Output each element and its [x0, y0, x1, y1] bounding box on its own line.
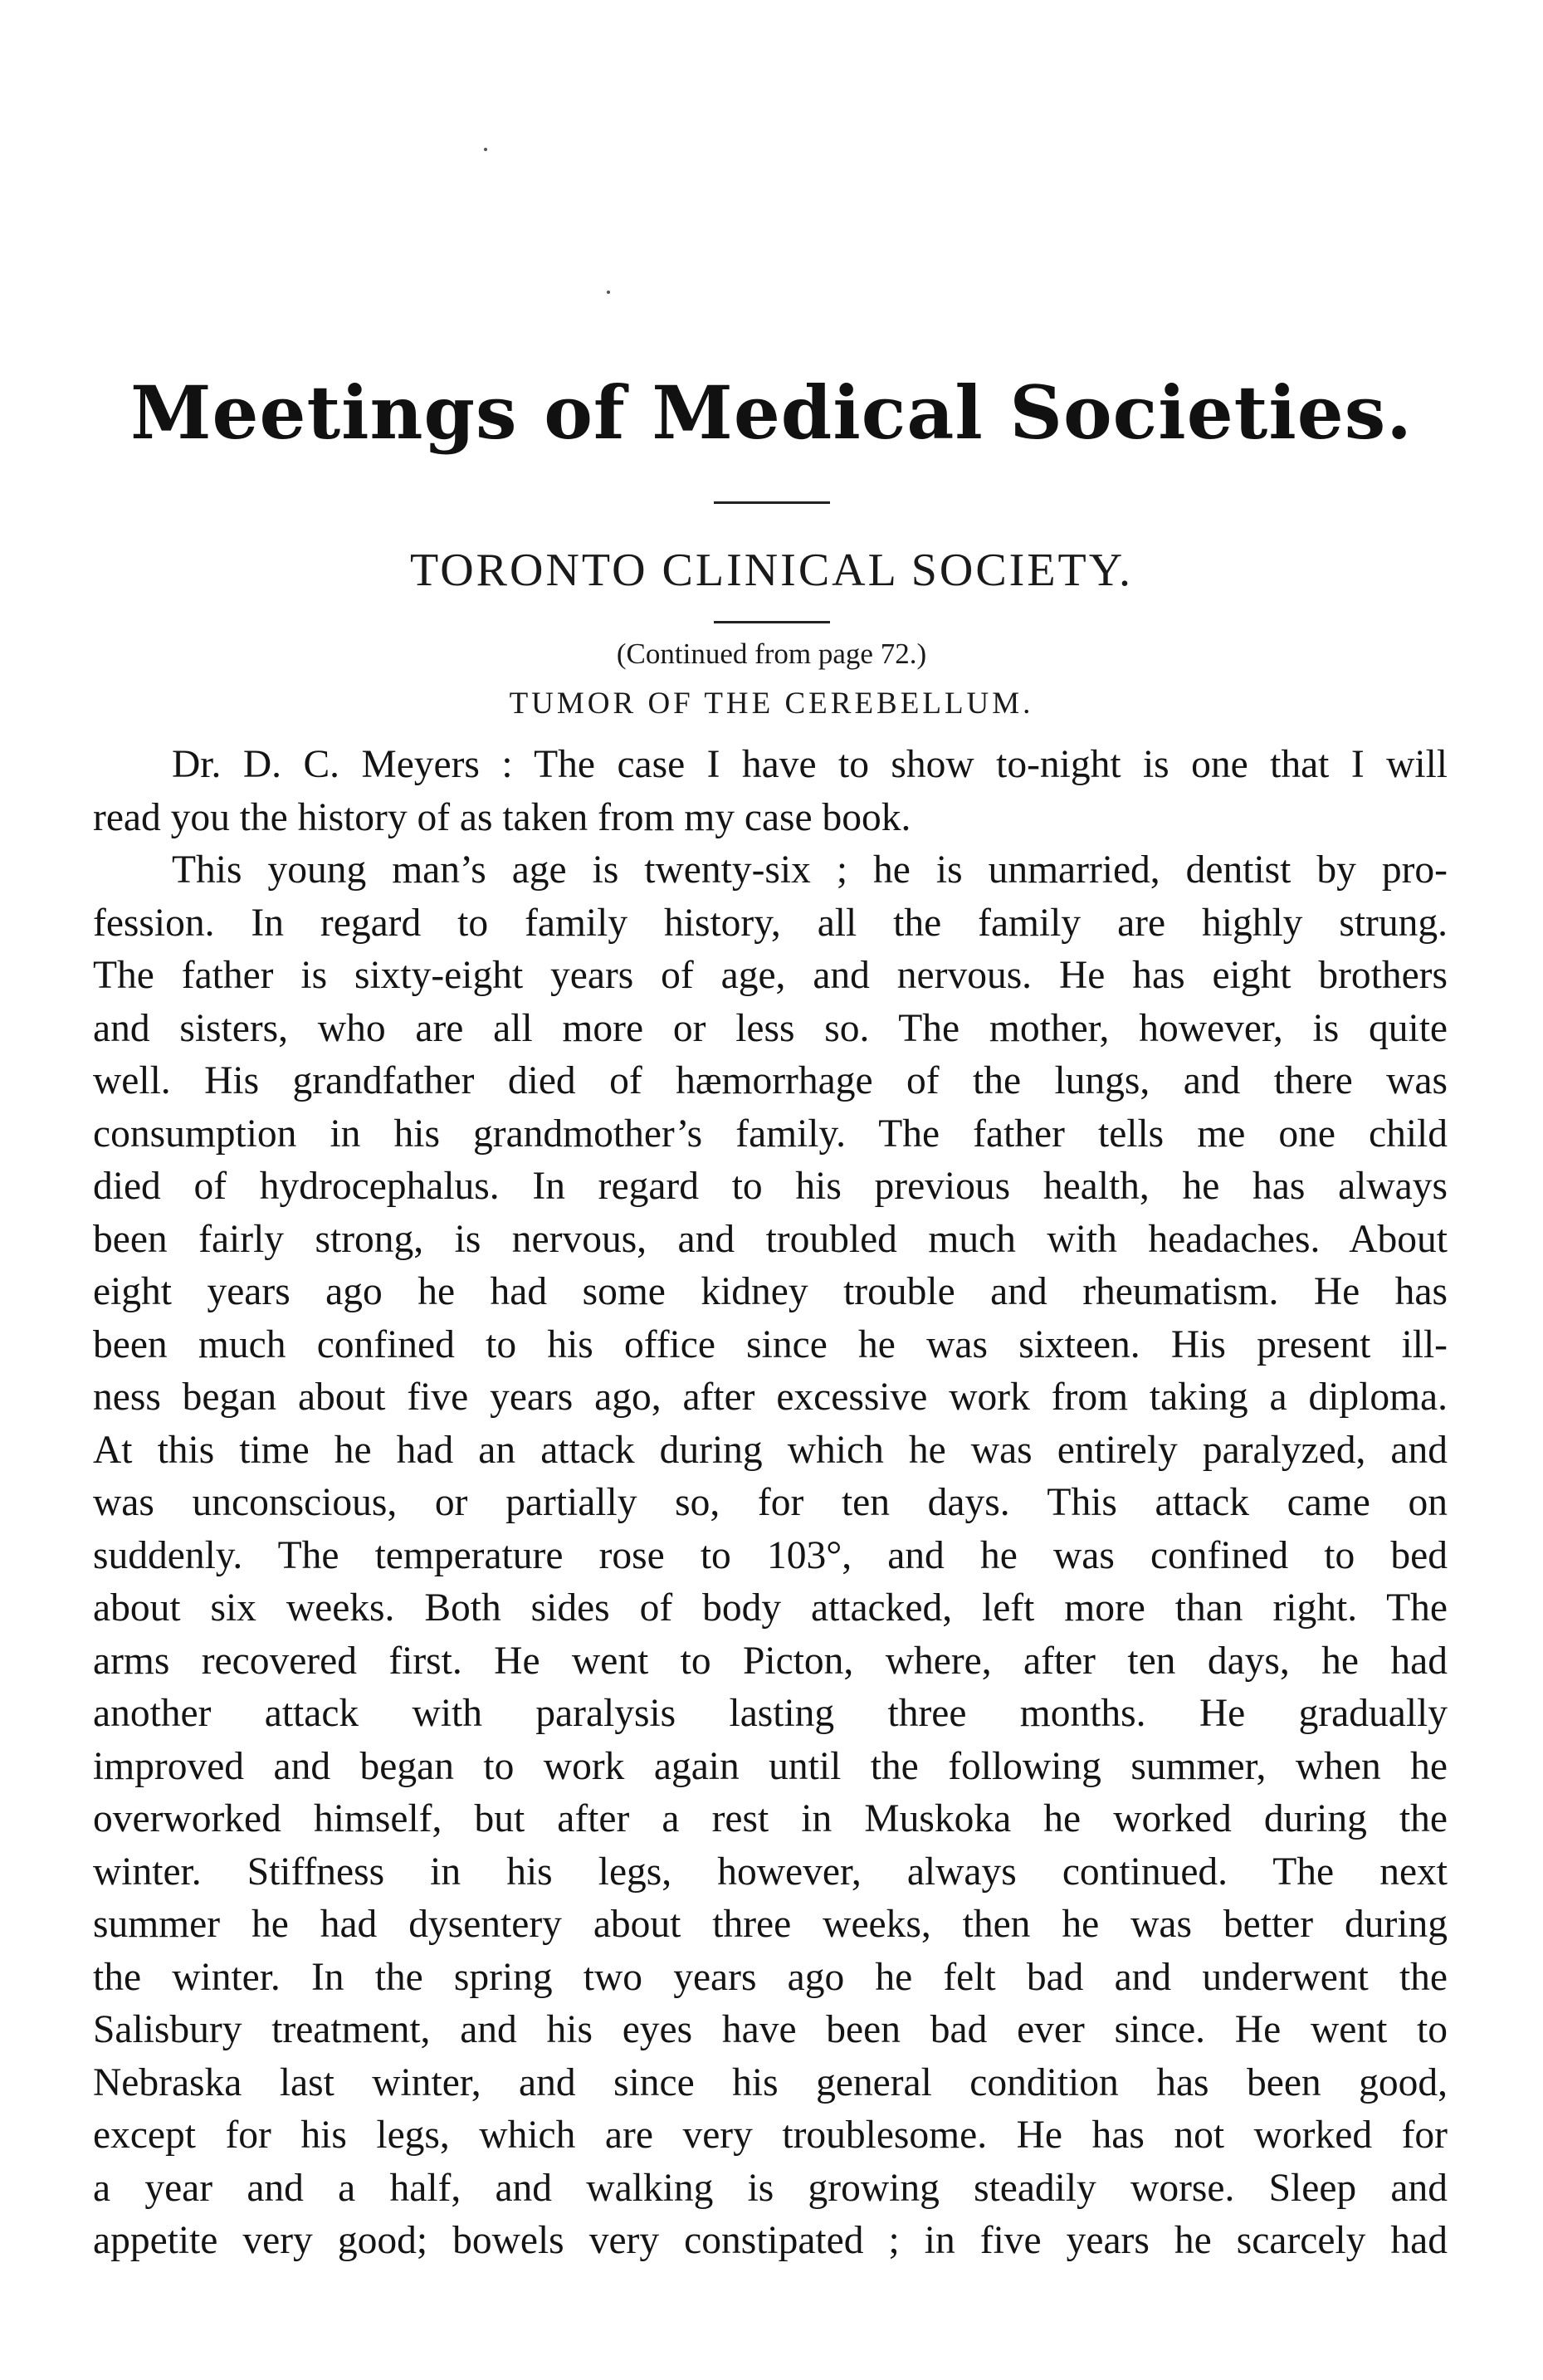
text-line: was unconscious, or partially so, for ten days. This attack came on	[93, 1481, 1448, 1524]
text-line: improved and began to work again until the following summer, when he	[93, 1744, 1448, 1788]
text-line: another attack with paralysis lasting three months. He gradually	[93, 1692, 1448, 1735]
text-line: Nebraska last winter, and since his general condition has been good,	[93, 2060, 1448, 2104]
text-line: This young man’s age is twenty-six ; he is unmarried, dentist by pro-	[172, 848, 1448, 892]
text-line: the winter. In the spring two years ago he felt bad and underwent the	[93, 1955, 1448, 1999]
text-line: consumption in his grandmother’s family. The father tells me one child	[93, 1112, 1448, 1156]
print-speck	[484, 148, 487, 151]
text-line: The father is sixty-eight years of age, and nervous. He has eight brothers	[93, 954, 1448, 997]
divider-rule	[714, 621, 830, 623]
continued-note: (Continued from page 72.)	[616, 638, 927, 670]
article-body	[93, 739, 1448, 2268]
text-line: Dr. D. C. Meyers : The case I have to show to-night is one that I will	[172, 743, 1448, 786]
text-line: arms recovered first. He went to Picton, where, after ten days, he had	[93, 1639, 1448, 1683]
text-line: except for his legs, which are very troublesome. He has not worked for	[93, 2114, 1448, 2157]
society-name: TORONTO CLINICAL SOCIETY.	[410, 545, 1133, 596]
text-line: read you the history of as taken from my case book.	[93, 795, 911, 839]
text-line: a year and a half, and walking is growing steadily worse. Sleep and	[93, 2166, 1448, 2210]
text-line: been much confined to his office since he was sixteen. His present ill-	[93, 1322, 1448, 1366]
text-line: winter. Stiffness in his legs, however, always continued. The next	[93, 1850, 1448, 1894]
print-speck	[607, 291, 610, 294]
case-subject: TUMOR OF THE CEREBELLUM.	[509, 687, 1034, 721]
text-line: appetite very good; bowels very constipated ; in five years he scarcely had	[93, 2219, 1448, 2262]
text-line: fession. In regard to family history, all the family are highly strung.	[93, 901, 1448, 945]
text-line: suddenly. The temperature rose to 103°, and he was confined to bed	[93, 1533, 1448, 1577]
divider-rule	[714, 501, 830, 504]
text-line: well. His grandfather died of hæmorrhage of the lungs, and there was	[93, 1059, 1448, 1102]
text-line: been fairly strong, is nervous, and troubled much with headaches. About	[93, 1217, 1448, 1261]
text-line: At this time he had an attack during which he was entirely paralyzed, and	[93, 1428, 1448, 1472]
text-line: and sisters, who are all more or less so. The mother, however, is quite	[93, 1006, 1448, 1050]
text-line: summer he had dysentery about three weeks, then he was better during	[93, 1903, 1448, 1946]
text-line: Salisbury treatment, and his eyes have been bad ever since. He went to	[93, 2008, 1448, 2051]
text-line: overworked himself, but after a rest in Muskoka he worked during the	[93, 1797, 1448, 1840]
section-heading: Meetings of Medical Societies.	[130, 369, 1413, 456]
text-line: ness began about five years ago, after excessive work from taking a diploma.	[93, 1376, 1448, 1419]
text-line: eight years ago he had some kidney trouble and rheumatism. He has	[93, 1270, 1448, 1313]
text-line: about six weeks. Both sides of body attacked, left more than right. The	[93, 1586, 1448, 1630]
text-line: died of hydrocephalus. In regard to his previous health, he has always	[93, 1165, 1448, 1208]
